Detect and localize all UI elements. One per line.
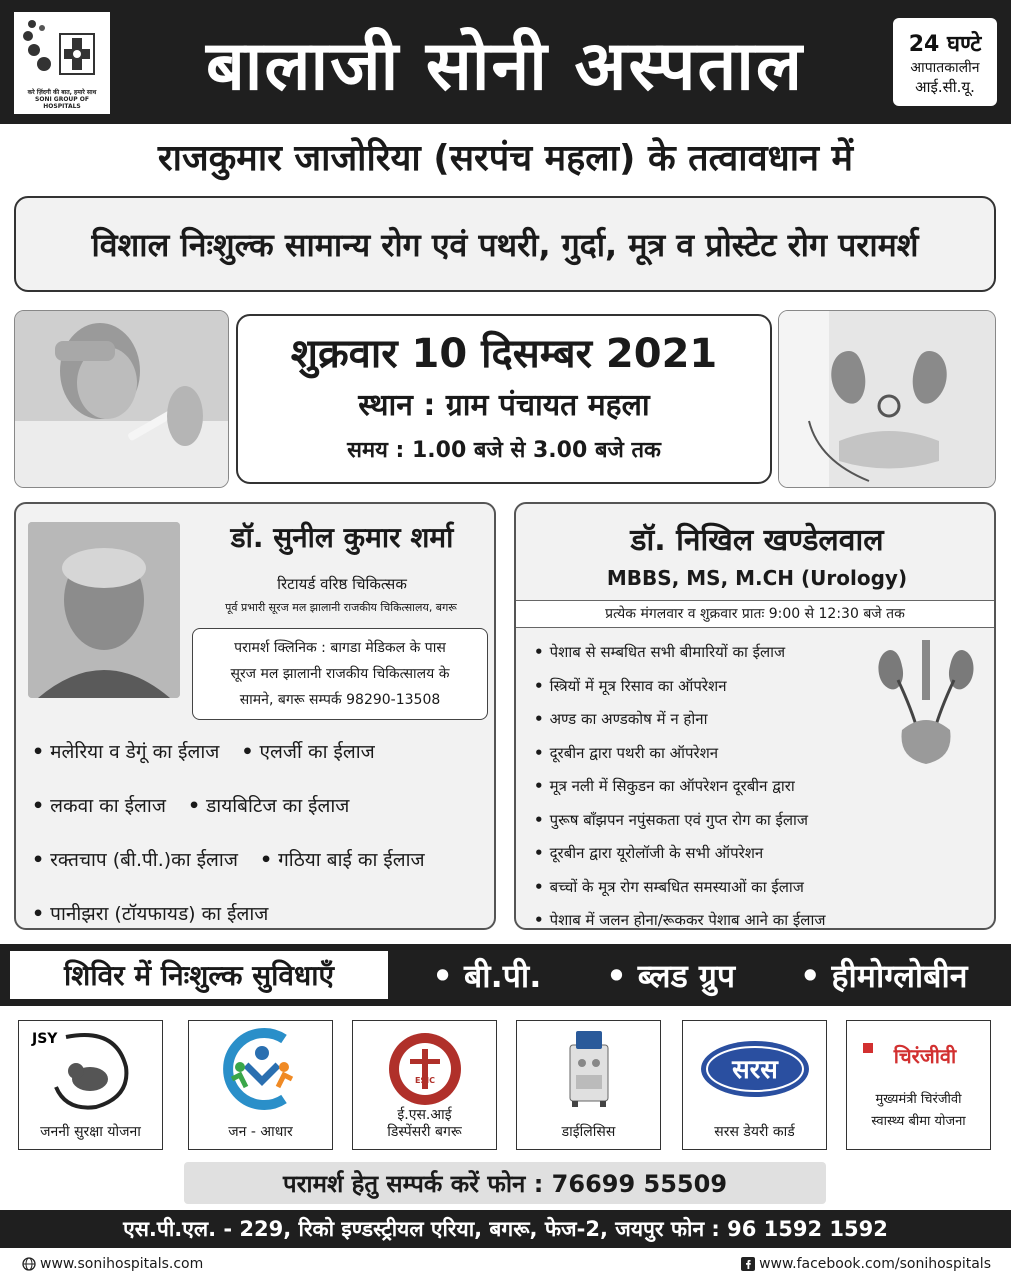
logo-caption: ई.एस.आई डिस्पेंसरी बगरू (387, 1107, 462, 1140)
chiranjeevi-mark: चिरंजीवी (893, 1044, 956, 1068)
esic-mark: ESIC (414, 1076, 435, 1085)
list-item: • दूरबीन द्वारा पथरी का ऑपरेशन (534, 743, 719, 762)
facilities-bar (0, 944, 1011, 1006)
camp-title: विशाल निःशुल्क सामान्य रोग एवं पथरी, गुर्दा, मूत्र व प्रोस्टेट रोग परामर्श (91, 225, 919, 264)
clinic-line-3: सामने, बगरू सम्पर्क 98290-13508 (239, 692, 441, 708)
list-item: • बच्चों के मूत्र रोग सम्बधित समस्याओं का ईलाज (534, 877, 804, 896)
logo-tile-chiranjeevi (846, 1020, 991, 1150)
logo-tile-jsy (18, 1020, 163, 1150)
logo-tile-saras (682, 1020, 827, 1150)
doctor1-designation: रिटायर्ड वरिष्ठ चिकित्सक (277, 575, 407, 593)
event-date: शुक्रवार 10 दिसम्बर 2021 (290, 331, 718, 377)
logo-caption: डाईलिसिस (561, 1124, 616, 1140)
list-item: • मूत्र नली में सिकुडन का ऑपरेशन दूरबीन द्वारा (534, 777, 795, 795)
list-item: • पेशाब से सम्बधित सभी बीमारियों का ईलाज (534, 643, 786, 661)
address-bar: एस.पी.एल. - 229, रिको इण्डस्ट्रीयल एरिया, बगरू, फेज-2, जयपुर फोन : 96 1592 1592 (0, 1210, 1011, 1248)
dialysis-machine-icon (554, 1027, 624, 1111)
hospital-title: बालाजी सोनी अस्पताल (205, 26, 804, 106)
saras-logo-icon (695, 1034, 815, 1104)
icu-badge (893, 18, 997, 106)
icu-emergency: आपातकालीन (910, 59, 980, 76)
event-details-box (236, 314, 772, 484)
doctor1-name: डॉ. सुनील कुमार शर्मा (230, 521, 454, 554)
doctor1-former-post: पूर्व प्रभारी सूरज मल झालानी राजकीय चिकित्सालय, बगरू (225, 601, 457, 614)
icu-hours: 24 घण्टे (908, 31, 982, 57)
saras-mark: सरस (731, 1055, 778, 1085)
urinary-system-icon (872, 640, 980, 766)
list-item: • दूरबीन द्वारा यूरोलॉजी के सभी ऑपरेशन (534, 844, 764, 862)
facebook-icon (741, 1257, 755, 1271)
doctor2-schedule: प्रत्येक मंगलवार व शुक्रवार प्रातः 9:00 से 12:30 बजे तक (516, 600, 994, 628)
esic-emblem-icon (380, 1027, 470, 1111)
header-bar (0, 0, 1011, 124)
logo-tile-dialysis (516, 1020, 661, 1150)
logo-tile-esic (352, 1020, 497, 1150)
doctor2-degree: MBBS, MS, M.CH (Urology) (606, 566, 908, 590)
mother-child-icon (26, 1027, 156, 1111)
facebook-link[interactable]: www.facebook.com/sonihospitals (741, 1256, 991, 1272)
list-item: • पुरूष बाँझपन नपुंसकता एवं गुप्त रोग का ईलाज (534, 810, 809, 829)
list-item: • लकवा का ईलाज • डायबिटिज का ईलाज (32, 795, 350, 817)
logo-tagline: करे ज़िंदगी की बात, हमारे साथ (27, 89, 97, 96)
clinic-line-2: सूरज मल झालानी राजकीय चिकित्सालय के (230, 666, 450, 682)
logo-caption: जननी सुरक्षा योजना (40, 1124, 141, 1140)
event-time: समय : 1.00 बजे से 3.00 बजे तक (347, 438, 661, 463)
contact-phone: परामर्श हेतु सम्पर्क करें फोन : 76699 55509 (184, 1162, 826, 1204)
globe-icon (22, 1257, 36, 1271)
list-item: • पेशाब में जलन होना/रूककर पेशाब आने का ईलाज (534, 911, 826, 929)
list-item: • पानीझरा (टॉयफायड) का ईलाज (32, 903, 269, 925)
facility-blood-group: • ब्लड ग्रुप (606, 956, 736, 995)
doctor1-photo (28, 522, 180, 698)
list-item: • रक्तचाप (बी.पी.)का ईलाज • गठिया बाई का ईलाज (32, 849, 425, 871)
list-item: • मलेरिया व डेगूं का ईलाज • एलर्जी का ईलाज (32, 741, 375, 763)
doctor1-card (14, 502, 496, 930)
sick-woman-photo (14, 310, 229, 488)
logo-caption: सरस डेयरी कार्ड (714, 1124, 795, 1140)
doctor2-name: डॉ. निखिल खण्डेलवाल (630, 523, 884, 558)
facilities-list (400, 944, 1000, 1006)
list-item: • अण्ड का अण्डकोष में न होना (534, 710, 708, 728)
website-link[interactable]: www.sonihospitals.com (22, 1256, 203, 1272)
camp-title-box (14, 196, 996, 292)
facility-bp: • बी.पी. (432, 956, 542, 995)
logo-tile-jan-aadhar (188, 1020, 333, 1150)
logo-caption: मुख्यमंत्री चिरंजीवी स्वास्थ्य बीमा योजना (871, 1092, 966, 1129)
doctor2-card (514, 502, 996, 930)
logo-caption: जन - आधार (228, 1124, 293, 1140)
jan-aadhar-icon (206, 1027, 316, 1111)
kidney-doctor-photo (778, 310, 996, 488)
footer (0, 1250, 1011, 1280)
jsy-mark: JSY (31, 1031, 57, 1047)
icu-label: आई.सी.यू. (915, 77, 975, 96)
doctor1-clinic-box (192, 628, 488, 720)
facility-hemoglobin: • हीमोग्लोबीन (799, 956, 968, 995)
logo-group-name: SONI GROUP OF HOSPITALS (35, 96, 89, 110)
list-item: • स्त्रियों में मूत्र रिसाव का ऑपरेशन (534, 676, 727, 695)
hospital-logo (14, 12, 110, 114)
auspices-heading: राजकुमार जाजोरिया (सरपंच महला) के तत्वावधान में (157, 138, 854, 179)
doctor1-services (32, 732, 492, 948)
facilities-label: शिविर में निःशुल्क सुविधाएँ (10, 951, 388, 999)
clinic-line-1: परामर्श क्लिनिक : बागडा मेडिकल के पास (234, 640, 446, 656)
event-venue: स्थान : ग्राम पंचायत महला (358, 388, 650, 423)
chiranjeevi-logo-icon (859, 1037, 979, 1073)
logo-dots-icon (20, 16, 104, 86)
